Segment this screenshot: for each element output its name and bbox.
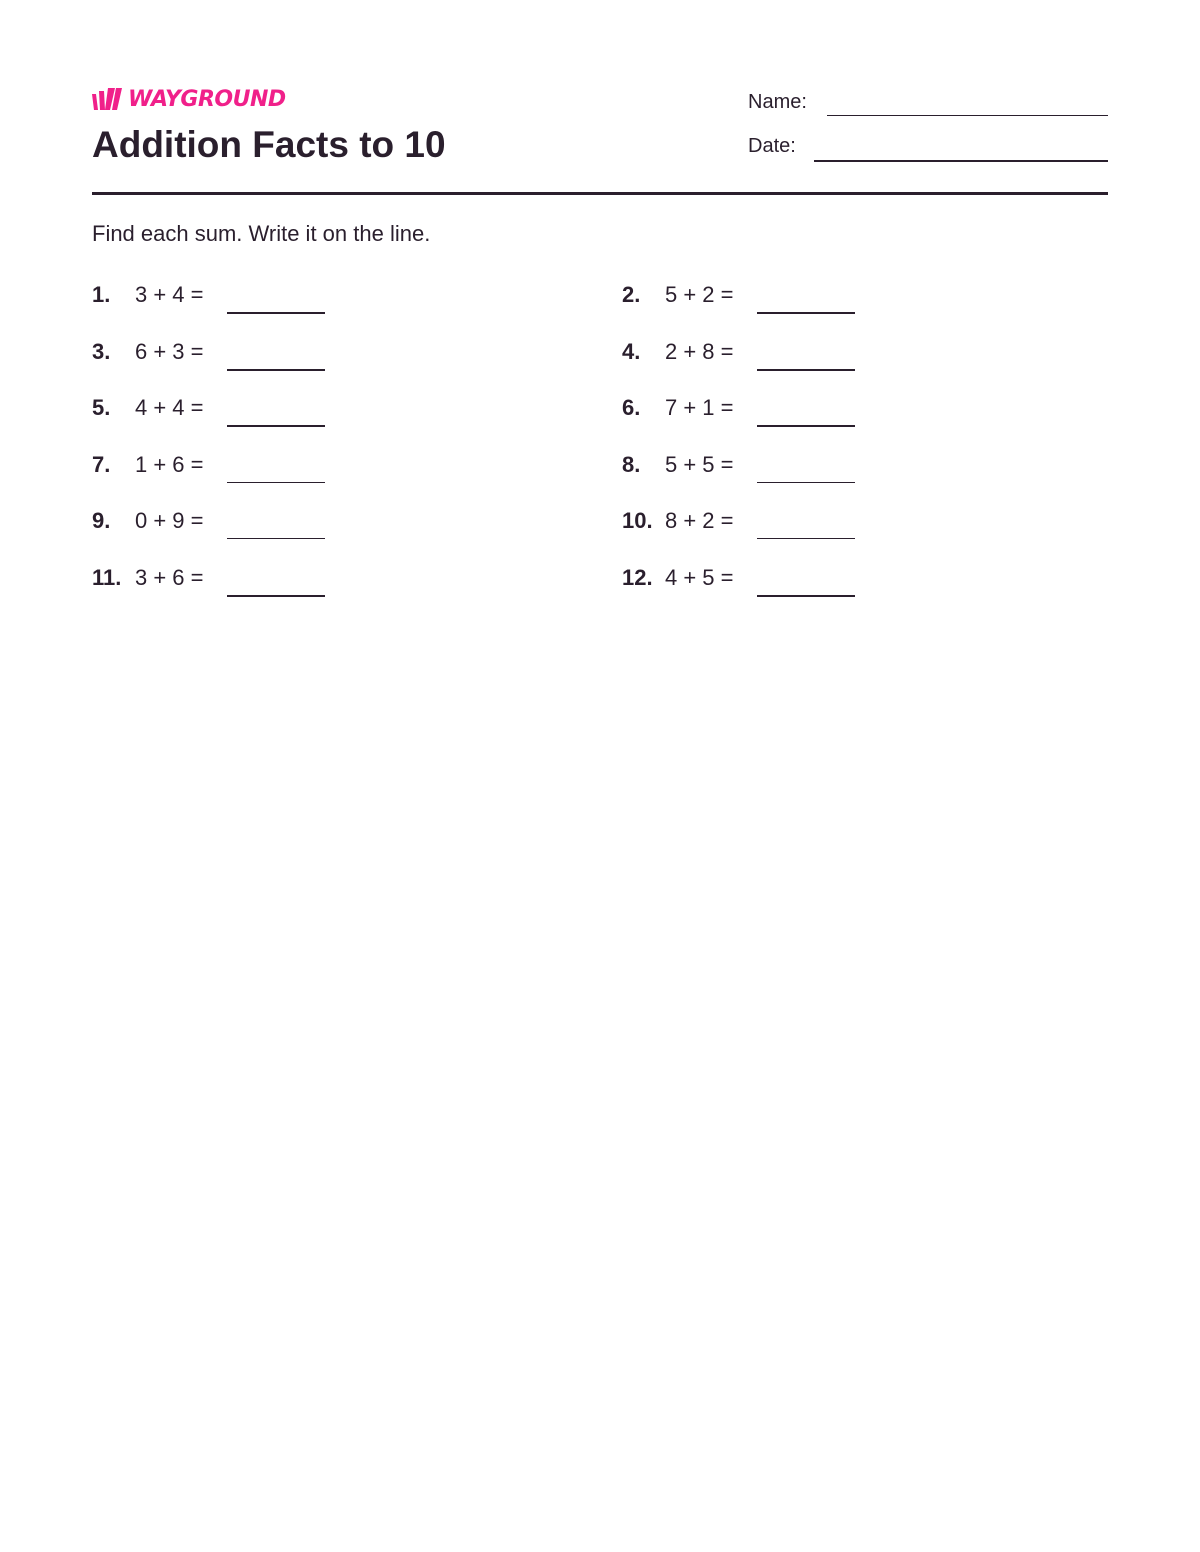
problem-expression: 2 + 8 = (665, 339, 734, 364)
problem-item (622, 563, 922, 593)
answer-line[interactable] (757, 595, 855, 597)
brand-logo (92, 87, 286, 113)
problem-number: 8. (622, 452, 641, 477)
problem-item (622, 337, 922, 367)
problem-item (92, 450, 392, 480)
problem-item (92, 280, 392, 310)
answer-line[interactable] (227, 482, 325, 483)
answer-line[interactable] (227, 312, 325, 314)
answer-line[interactable] (757, 369, 855, 371)
header-divider (92, 192, 1108, 195)
problem-number: 4. (622, 339, 641, 364)
problem-item (92, 563, 392, 593)
problem-item (92, 393, 392, 423)
answer-line[interactable] (757, 538, 855, 539)
problem-expression: 4 + 4 = (135, 395, 204, 420)
brand-name: WAYGROUND (128, 87, 286, 112)
problem-expression: 3 + 6 = (135, 565, 204, 590)
problem-number: 1. (92, 282, 111, 307)
answer-line[interactable] (227, 538, 325, 539)
problem-expression: 7 + 1 = (665, 395, 734, 420)
problem-number: 2. (622, 282, 641, 307)
name-label: Name: (748, 91, 807, 113)
page-title: Addition Facts to 10 (92, 124, 446, 165)
problem-item (622, 506, 922, 536)
problem-number: 6. (622, 395, 641, 420)
problem-expression: 1 + 6 = (135, 452, 204, 477)
problem-number: 12. (622, 565, 653, 590)
problem-expression: 8 + 2 = (665, 508, 734, 533)
problem-number: 7. (92, 452, 111, 477)
wayground-logo-icon (92, 88, 122, 112)
problem-expression: 6 + 3 = (135, 339, 204, 364)
problem-expression: 5 + 5 = (665, 452, 734, 477)
answer-line[interactable] (757, 425, 855, 427)
problem-item (622, 393, 922, 423)
problem-number: 5. (92, 395, 111, 420)
date-label: Date: (748, 135, 796, 157)
answer-line[interactable] (227, 369, 325, 371)
problem-item (92, 506, 392, 536)
answer-line[interactable] (757, 312, 855, 314)
problem-expression: 4 + 5 = (665, 565, 734, 590)
answer-line[interactable] (227, 425, 325, 427)
problem-item (92, 337, 392, 367)
problem-expression: 3 + 4 = (135, 282, 204, 307)
problem-item (622, 450, 922, 480)
instructions: Find each sum. Write it on the line. (92, 221, 431, 246)
problem-number: 9. (92, 508, 111, 533)
date-input-line[interactable] (814, 160, 1108, 162)
problem-expression: 5 + 2 = (665, 282, 734, 307)
name-input-line[interactable] (827, 115, 1108, 116)
problem-number: 11. (92, 565, 122, 590)
answer-line[interactable] (757, 482, 855, 483)
problem-item (622, 280, 922, 310)
answer-line[interactable] (227, 595, 325, 597)
problem-number: 10. (622, 508, 653, 533)
problem-number: 3. (92, 339, 111, 364)
problem-expression: 0 + 9 = (135, 508, 204, 533)
